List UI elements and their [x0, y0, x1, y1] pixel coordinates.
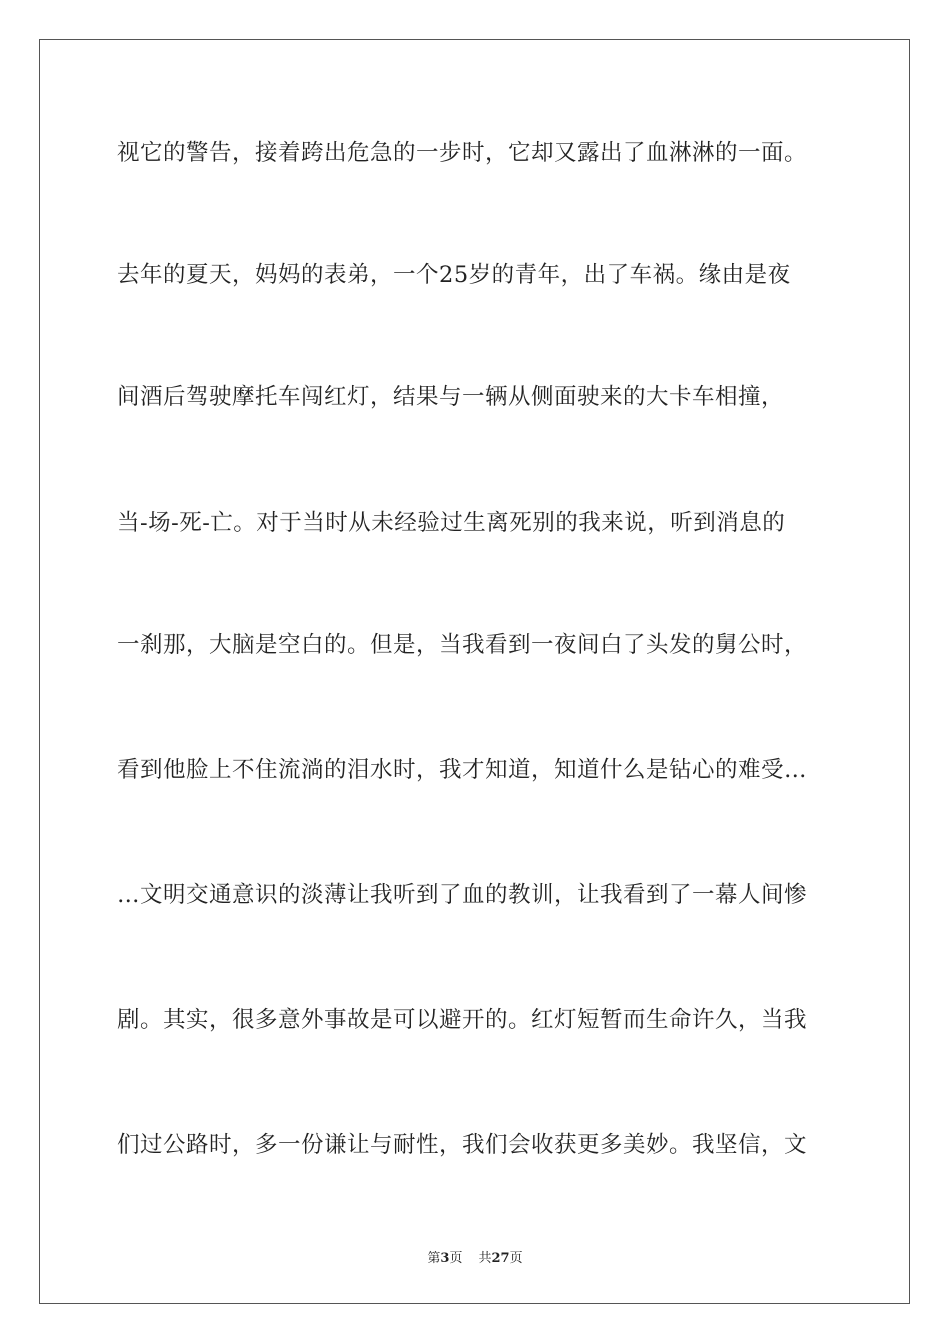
page-footer — [0, 1247, 950, 1266]
total-pages: 27 — [491, 1251, 510, 1266]
text-line-3: 间酒后驾驶摩托车闯红灯，结果与一辆从侧面驶来的大卡车相撞， — [117, 384, 785, 410]
total-suffix: 页 — [509, 1251, 523, 1266]
page-suffix: 页 — [449, 1251, 463, 1266]
text-line-9: 们过公路时，多一份谦让与耐性，我们会收获更多美妙。我坚信，文 — [117, 1132, 808, 1158]
text-line-2: 去年的夏天，妈妈的表弟，一个25岁的青年，出了车祸。缘由是夜 — [117, 262, 791, 288]
page-border — [39, 39, 910, 1304]
text-line-5: 一刹那，大脑是空白的。但是，当我看到一夜间白了头发的舅公时， — [117, 632, 808, 658]
text-line-7: …文明交通意识的淡薄让我听到了血的教训，让我看到了一幕人间惨 — [117, 882, 808, 908]
page-prefix: 第 — [427, 1251, 441, 1266]
page-number: 3 — [440, 1251, 450, 1266]
text-line-1: 视它的警告，接着跨出危急的一步时，它却又露出了血淋淋的一面。 — [117, 140, 808, 166]
text-line-8: 剧。其实，很多意外事故是可以避开的。红灯短暂而生命许久，当我 — [117, 1007, 808, 1033]
text-line-6: 看到他脸上不住流淌的泪水时，我才知道，知道什么是钻心的难受… — [117, 757, 808, 783]
text-line-4: 当-场-死-亡。对于当时从未经验过生离死别的我来说，听到消息的 — [117, 510, 786, 536]
total-prefix: 共 — [478, 1251, 492, 1266]
